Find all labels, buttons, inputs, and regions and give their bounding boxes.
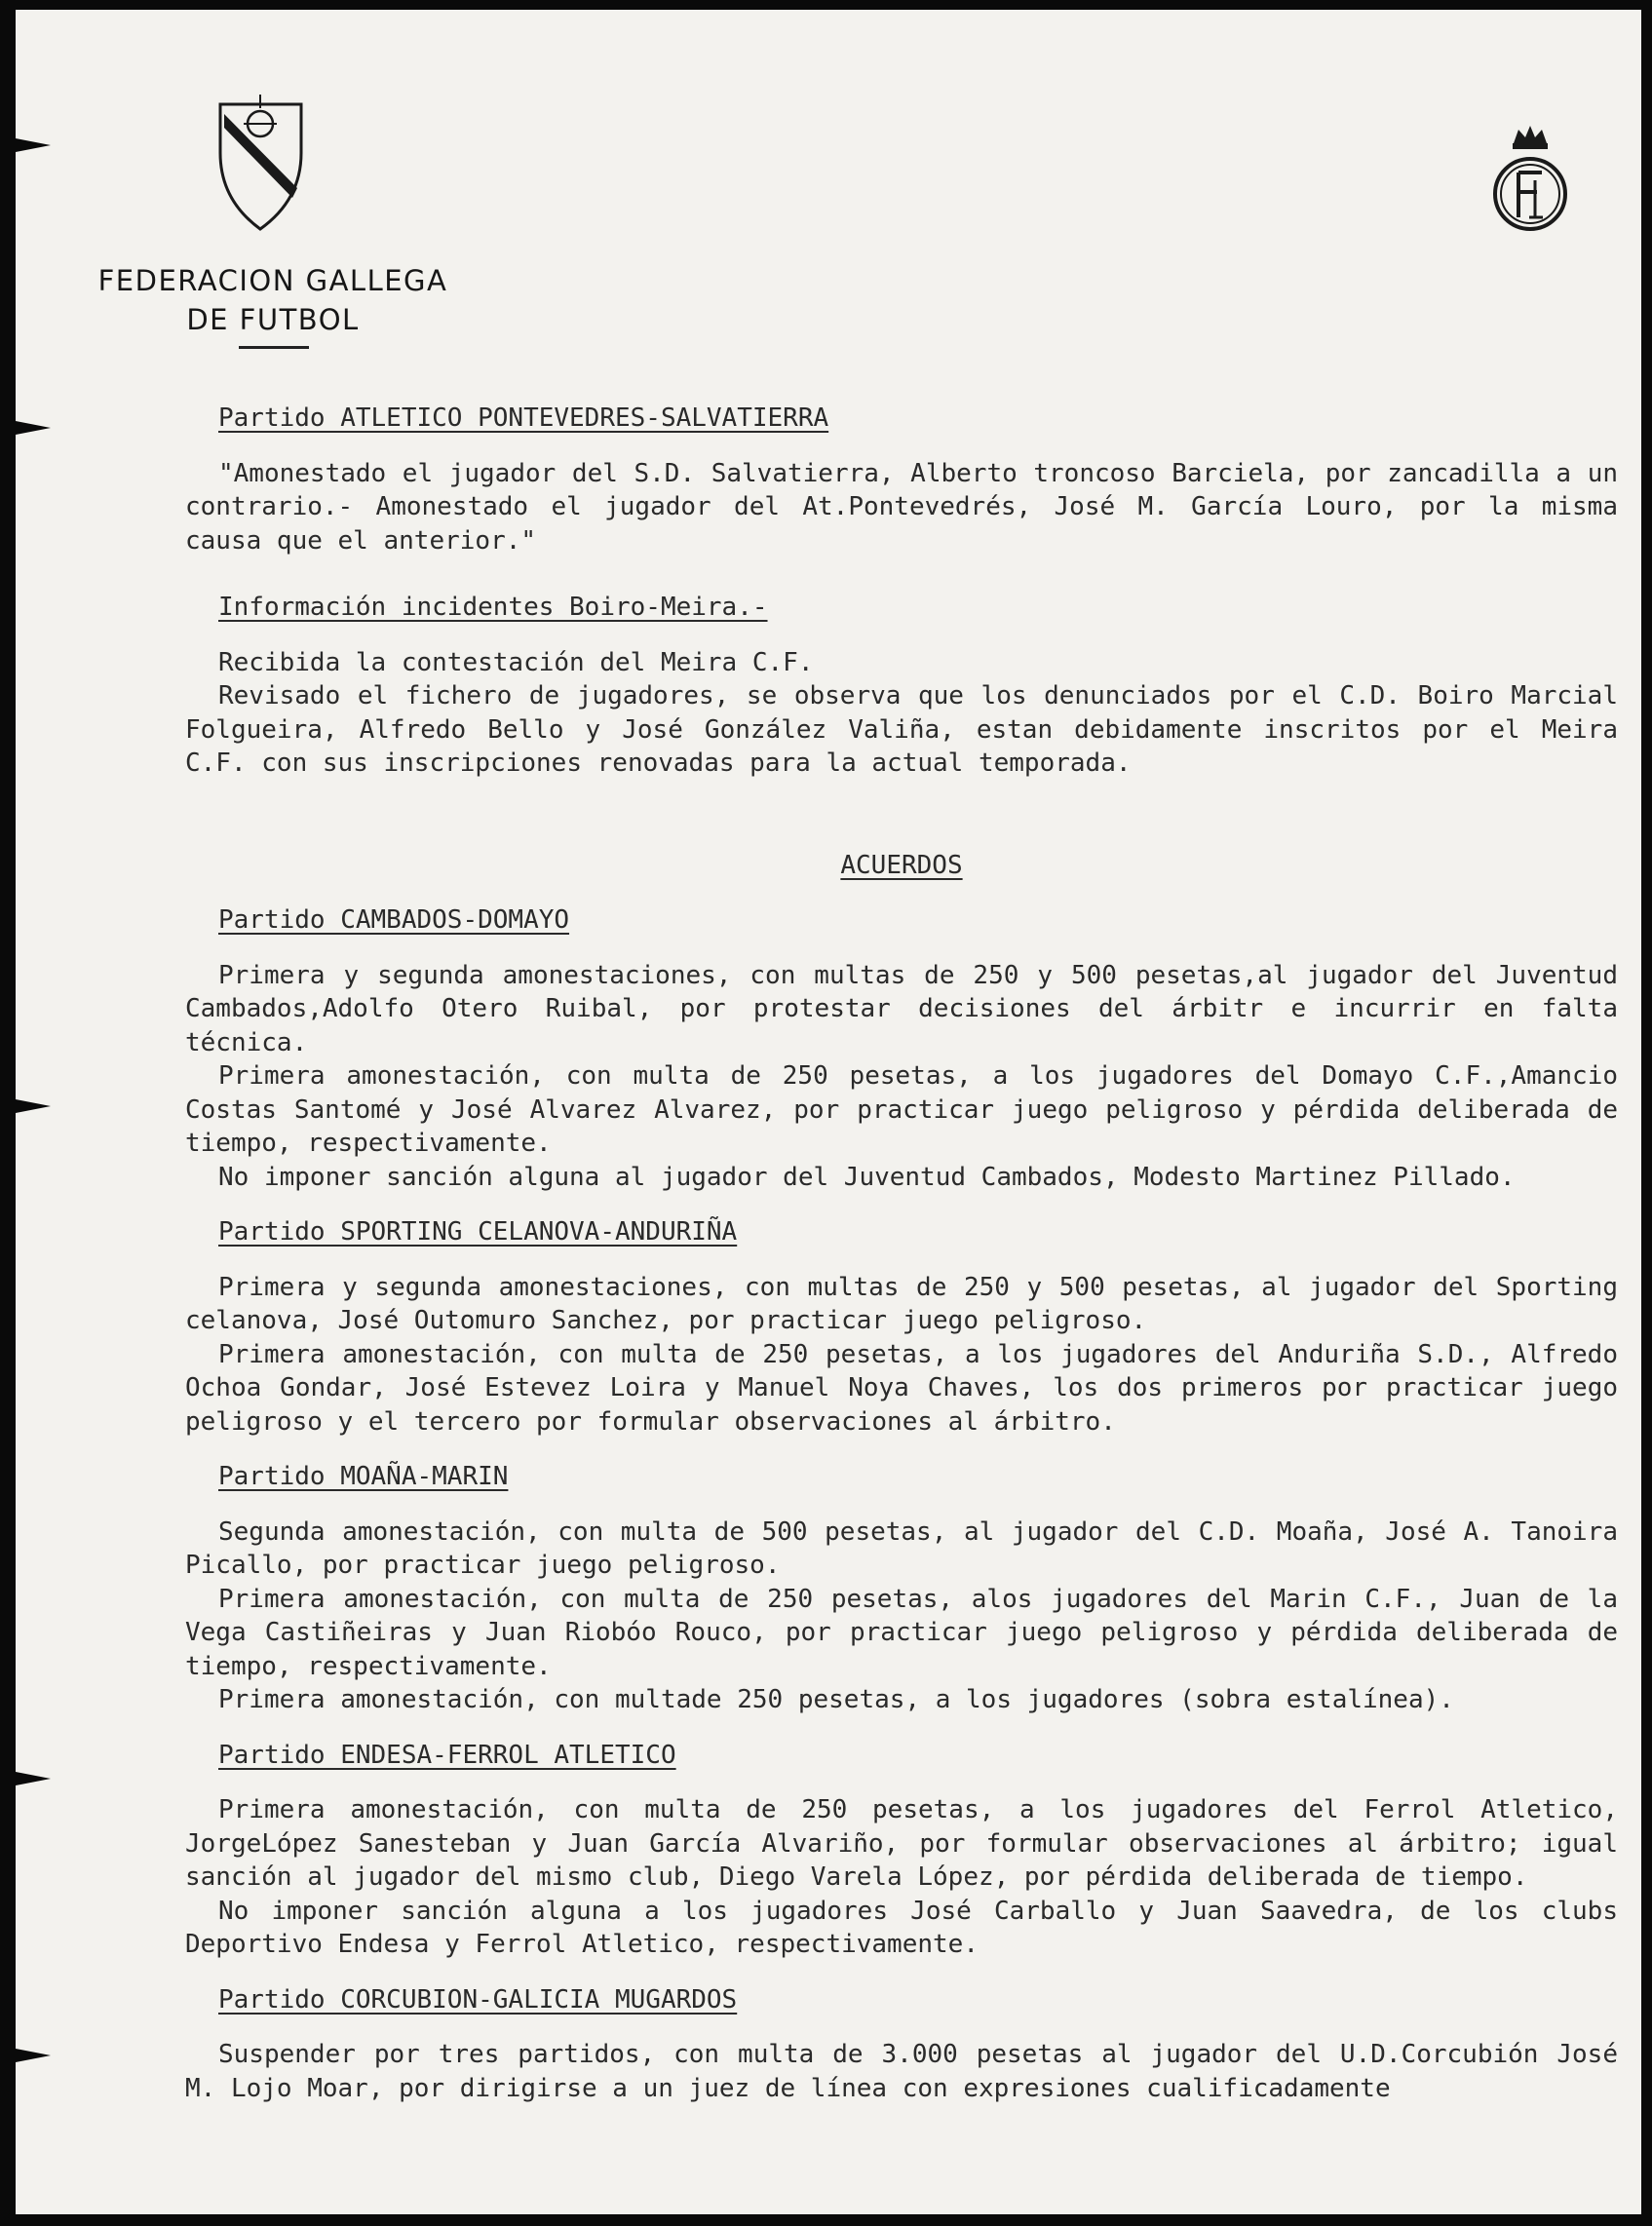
section-paragraph: "Amonestado el jugador del S.D. Salvatierra, Alberto troncoso Barciela, por zancadilla a un contrario.- Amonestado el jugador del At.Pontevedrés, José M. García Louro, por la misma causa que el anterior." [185,458,1618,556]
match-ruling: Primera amonestación, con multade 250 pesetas, a los jugadores (sobra estalínea). [218,1685,1454,1714]
federation-name-line1: FEDERACION GALLEGA [97,264,448,297]
federacion-gallega-shield-icon [214,93,307,239]
match-ruling: Primera amonestación, con multa de 250 pesetas, alos jugadores del Marin C.F., Juan de la Vega Castiñeiras y Juan Riobóo Rouco, por practicar juego peligroso y pérdida deliberada de tiempo, respectivamente. [185,1584,1618,1681]
document-body [185,402,1618,2105]
match-ruling: Segunda amonestación, con multa de 500 pesetas, al jugador del C.D. Moaña, José A. Tanoira Picallo, por practicar juego peligroso. [185,1516,1618,1580]
federation-name [68,261,478,339]
punch-hole-mark [16,1099,51,1113]
match-heading: Partido CORCUBION-GALICIA MUGARDOS [218,1984,738,2015]
punch-hole-mark [16,421,51,435]
royal-spanish-federation-crest-icon [1486,122,1574,239]
match-heading: Partido MOAÑA-MARIN [218,1462,509,1491]
match-heading: Partido SPORTING CELANOVA-ANDURIÑA [218,1217,738,1247]
section-heading: Información incidentes Boiro-Meira.- [218,593,768,622]
match-ruling: Suspender por tres partidos, con multa de 3.000 pesetas al jugador del U.D.Corcubión José M. Lojo Moar, por dirigirse a un juez de línea con expresiones cualificadamente [185,2040,1618,2103]
section-paragraph: Recibida la contestación del Meira C.F. [218,647,814,677]
match-heading: Partido ENDESA-FERROL ATLETICO [218,1740,676,1770]
match-ruling: No imponer sanción alguna a los jugadores José Carballo y Juan Saavedra, de los clubs Deportivo Endesa y Ferrol Atletico, respectivamente. [185,1896,1618,1959]
section-paragraph: Revisado el fichero de jugadores, se observa que los denunciados por el C.D. Boiro Marcial Folgueira, Alfredo Bello y José González Valiña, estan debidamente inscritos por el Meira C.F. con sus inscripciones renovadas para la actual temporada. [185,681,1618,778]
match-ruling: Primera y segunda amonestaciones, con multas de 250 y 500 pesetas,al jugador del Juventud Cambados,Adolfo Otero Ruibal, por protestar decisiones del árbitr e incurrir en falta técnica. [185,960,1618,1057]
punch-hole-mark [16,138,51,152]
match-ruling: Primera amonestación, con multa de 250 pesetas, a los jugadores del Domayo C.F.,Amancio Costas Santomé y José Alvarez Alvarez, por practicar juego peligroso y pérdida deliberada de tiempo, respectivamente. [185,1061,1618,1158]
acuerdos-title: ACUERDOS [840,850,963,880]
section-heading: Partido ATLETICO PONTEVEDRES-SALVATIERRA [218,403,829,433]
match-ruling: Primera amonestación, con multa de 250 pesetas, a los jugadores del Ferrol Atletico, JorgeLópez Sanesteban y Juan García Alvariño, por formular observaciones al árbitro; igual sanción al jugador del mismo club, Diego Varela López, por pérdida deliberada de tiempo. [185,1795,1618,1892]
punch-hole-mark [16,1772,51,1785]
punch-hole-mark [16,2049,51,2062]
letterhead-divider [239,346,309,349]
match-ruling: Primera y segunda amonestaciones, con multas de 250 y 500 pesetas, al jugador del Sporting celanova, José Outomuro Sanchez, por practicar juego peligroso. [185,1272,1618,1335]
match-ruling: No imponer sanción alguna al jugador del Juventud Cambados, Modesto Martinez Pillado. [218,1162,1516,1192]
match-heading: Partido CAMBADOS-DOMAYO [218,905,570,935]
federation-name-line2: DE FUTBOL [186,303,360,336]
match-ruling: Primera amonestación, con multa de 250 pesetas, a los jugadores del Anduriña S.D., Alfredo Ochoa Gondar, José Estevez Loira y Manuel Noya Chaves, los dos primeros por practicar juego peligroso y el tercero por formular observaciones al árbitro. [185,1339,1618,1437]
